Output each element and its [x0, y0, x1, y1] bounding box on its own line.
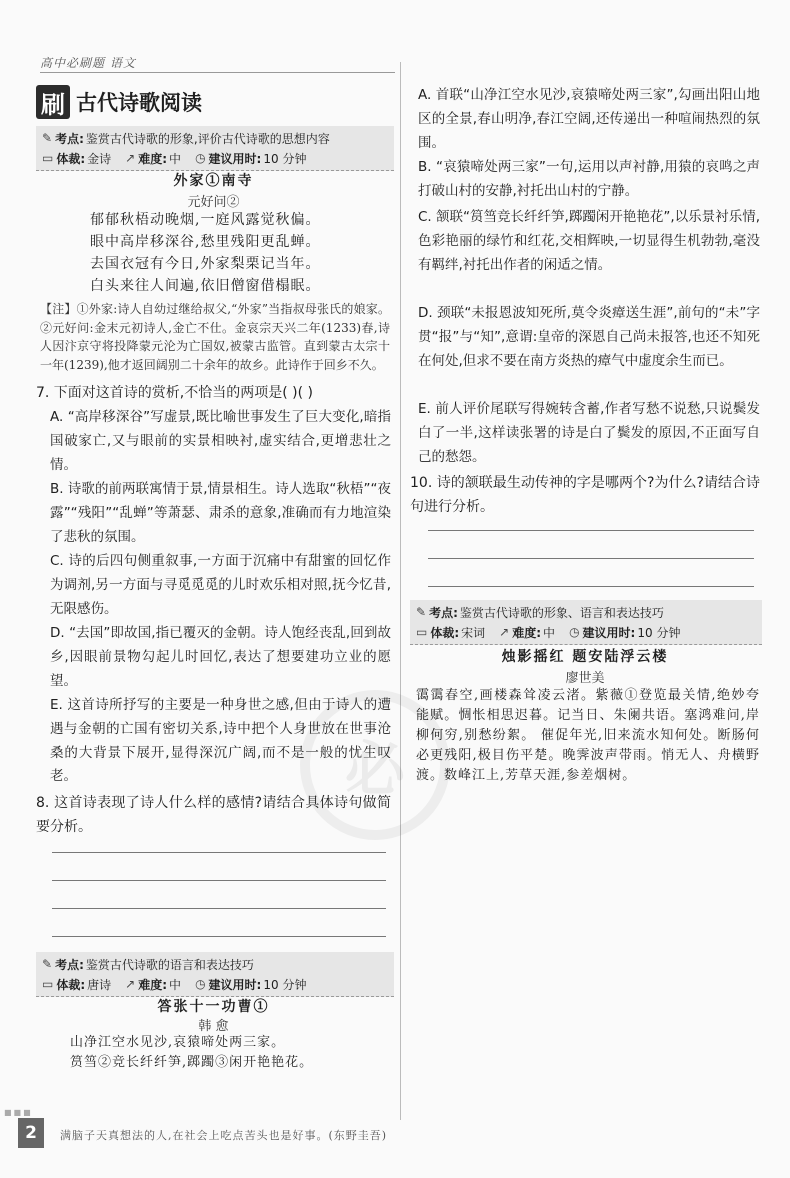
question-9-option-d[interactable]: D. 颈联“未报恩波知死所,莫令炎瘴送生涯”,前句的“未”字贯“报”与“知”,意谓:皇帝的深恩自己尚未报答,也还不知死在何处,但求不要在南方炎热的瘴气中虚度余生而已。: [418, 305, 760, 369]
document-icon: ▭: [416, 625, 428, 639]
footer-decoration: ■■■: [4, 1108, 33, 1117]
question-7-option-b[interactable]: B. 诗歌的前两联寓情于景,情景相生。诗人选取“秋梧”“夜露”“残阳”“乱蝉”等萧瑟、肃杀的意象,准确而有力地渲染了悲秋的氛围。: [50, 481, 391, 545]
kaodian-text: 鉴赏古代诗歌的形象、语言和表达技巧: [459, 605, 664, 620]
poem-author-3: 廖世美: [565, 671, 605, 686]
chart-icon: ↗: [499, 625, 510, 639]
brush-icon: 刷: [36, 85, 70, 119]
difficulty-value: 中: [169, 977, 182, 992]
question-7-option-e[interactable]: E. 这首诗所抒写的主要是一种身世之感,但由于诗人的遭遇与金朝的亡国有密切关系,诗中把个人身世放在世事沧桑的大背景下展开,显得深沉广阔,而不是一般的忧生叹老。: [50, 697, 391, 785]
genre-label: 体裁:: [430, 625, 460, 640]
info-box-3: [410, 600, 762, 645]
poem-body-3: 霭霭春空,画楼森耸凌云渚。紫薇①登览最关情,绝妙夸能赋。惆怅相思迟暮。记当日、朱阑共语。塞鸿难问,岸柳何穷,别愁纷絮。 催促年光,旧来流水知何处。断肠何必更残阳,极目伤平楚。晚霁波声带雨。悄无人、舟横野渡。数峰江上,芳草天涯,参差烟树。: [416, 688, 760, 783]
question-9-option-c[interactable]: C. 颔联“筼筜竞长纤纤笋,踯躅闲开艳艳花”,以乐景衬乐情,色彩艳丽的绿竹和红花,交相辉映,一切显得生机勃勃,毫没有羁绊,衬托出作者的闲适之情。: [418, 209, 760, 273]
genre-value: 金诗: [87, 151, 112, 166]
info-box-2: [36, 952, 394, 997]
kaodian-label: 考点:: [55, 131, 84, 146]
page-number: 2: [18, 1118, 44, 1148]
difficulty-value: 中: [543, 625, 556, 640]
poem-title-2: 答张十一功曹①: [157, 999, 270, 1015]
genre-value: 宋词: [461, 625, 486, 640]
kaodian-text: 鉴赏古代诗歌的语言和表达技巧: [85, 957, 254, 972]
kaodian-label: 考点:: [55, 957, 84, 972]
kaodian-text: 鉴赏古代诗歌的形象,评价古代诗歌的思想内容: [85, 131, 330, 146]
pencil-icon: ✎: [42, 131, 53, 145]
time-value: 10 分钟: [637, 625, 681, 640]
question-7-option-c[interactable]: C. 诗的后四句侧重叙事,一方面于沉痛中有甜蜜的回忆作为调剂,另一方面与寻觅觅觅的儿时欢乐相对照,抚今忆昔,无限感伤。: [50, 553, 391, 617]
answer-line[interactable]: [52, 908, 386, 909]
answer-line[interactable]: [428, 558, 754, 559]
time-label: 建议用时:: [208, 151, 262, 166]
time-label: 建议用时:: [208, 977, 262, 992]
footer-quote: 满脑子天真想法的人,在社会上吃点苦头也是好事。(东野圭吾): [60, 1129, 388, 1142]
difficulty-label: 难度:: [138, 977, 168, 992]
clock-icon: ◷: [195, 151, 206, 165]
pencil-icon: ✎: [416, 605, 427, 619]
verse-line: 郁郁秋梧动晚烟,一庭风露觉秋偏。: [90, 212, 321, 228]
genre-label: 体裁:: [56, 151, 86, 166]
question-9-option-a[interactable]: A. 首联“山净江空水见沙,哀猿啼处两三家”,勾画出阳山地区的全景,春山明净,春江空阔,还传递出一种喧闹热烈的氛围。: [418, 87, 760, 151]
answer-line[interactable]: [52, 852, 386, 853]
genre-label: 体裁:: [56, 977, 86, 992]
answer-line[interactable]: [428, 530, 754, 531]
poem-title-3: 烛影摇红 题安陆浮云楼: [501, 649, 669, 665]
genre-value: 唐诗: [87, 977, 112, 992]
verse-line: 山净江空水见沙,哀猿啼处两三家。: [70, 1035, 286, 1050]
poem-note-1: 【注】①外家:诗人自幼过继给叔父,“外家”当指叔母张氏的娘家。②元好问:金末元初诗人,金亡不仕。金哀宗天兴二年(1233)春,诗人因汴京守将投降蒙元沦为亡国奴,被蒙古监管。直到蒙古太宗十一年(1239),他才返回阔别二十余年的故乡。此诗作于回乡不久。: [40, 302, 390, 372]
header-rule: [40, 72, 395, 73]
question-7-option-a[interactable]: A. “高岸移深谷”写虚景,既比喻世事发生了巨大变化,暗指国破家亡,又与眼前的实景相映衬,虚实结合,更增悲壮之情。: [50, 409, 391, 473]
question-10-stem: 10. 诗的颔联最生动传神的字是哪两个?为什么?请结合诗句进行分析。: [410, 475, 760, 515]
answer-line[interactable]: [428, 586, 754, 587]
poem-title-1: 外家①南寺: [173, 173, 254, 189]
verse-line: 去国衣冠有今日,外家梨栗记当年。: [90, 256, 321, 272]
answer-line[interactable]: [52, 880, 386, 881]
difficulty-label: 难度:: [512, 625, 542, 640]
chart-icon: ↗: [125, 977, 136, 991]
question-9-option-b[interactable]: B. “哀猿啼处两三家”一句,运用以声衬静,用猿的哀鸣之声打破山村的安静,衬托出山村的宁静。: [418, 159, 760, 199]
question-8-stem: 8. 这首诗表现了诗人什么样的感情?请结合具体诗句做简要分析。: [36, 795, 391, 835]
pencil-icon: ✎: [42, 957, 53, 971]
question-9-option-e[interactable]: E. 前人评价尾联写得婉转含蓄,作者写愁不说愁,只说鬓发白了一半,这样读张署的诗是白了鬓发的原因,不正面写自己的愁怨。: [418, 401, 760, 465]
section-title-text: 古代诗歌阅读: [76, 91, 202, 115]
document-icon: ▭: [42, 151, 54, 165]
question-7-stem: 7. 下面对这首诗的赏析,不恰当的两项是( )( ): [36, 385, 314, 401]
difficulty-label: 难度:: [138, 151, 168, 166]
poem-author-2: 韩 愈: [198, 1019, 229, 1034]
poem-body-2: [70, 1033, 313, 1073]
verse-line: 筼筜②竞长纤纤笋,踯躅③闲开艳艳花。: [70, 1055, 314, 1070]
chart-icon: ↗: [125, 151, 136, 165]
kaodian-label: 考点:: [429, 605, 458, 620]
verse-line: 白头来往人间遍,依旧僧窗借榻眠。: [90, 278, 321, 294]
verse-line: 眼中高岸移深谷,愁里残阳更乱蝉。: [90, 234, 321, 250]
clock-icon: ◷: [569, 625, 580, 639]
time-label: 建议用时:: [582, 625, 636, 640]
running-header: 高中必刷题 语文: [40, 56, 136, 70]
poem-body-1: [90, 209, 320, 297]
clock-icon: ◷: [195, 977, 206, 991]
document-icon: ▭: [42, 977, 54, 991]
difficulty-value: 中: [169, 151, 182, 166]
time-value: 10 分钟: [263, 151, 307, 166]
column-divider: [400, 62, 401, 1120]
time-value: 10 分钟: [263, 977, 307, 992]
poem-author-1: 元好问②: [187, 195, 240, 210]
section-title: [36, 84, 202, 120]
watermark-seal: 必: [300, 690, 450, 840]
info-box-1: [36, 126, 394, 171]
question-7-option-d[interactable]: D. “去国”即故国,指已覆灭的金朝。诗人饱经丧乱,回到故乡,因眼前景物勾起儿时回忆,表达了想要建功立业的愿望。: [50, 625, 391, 689]
answer-line[interactable]: [52, 936, 386, 937]
